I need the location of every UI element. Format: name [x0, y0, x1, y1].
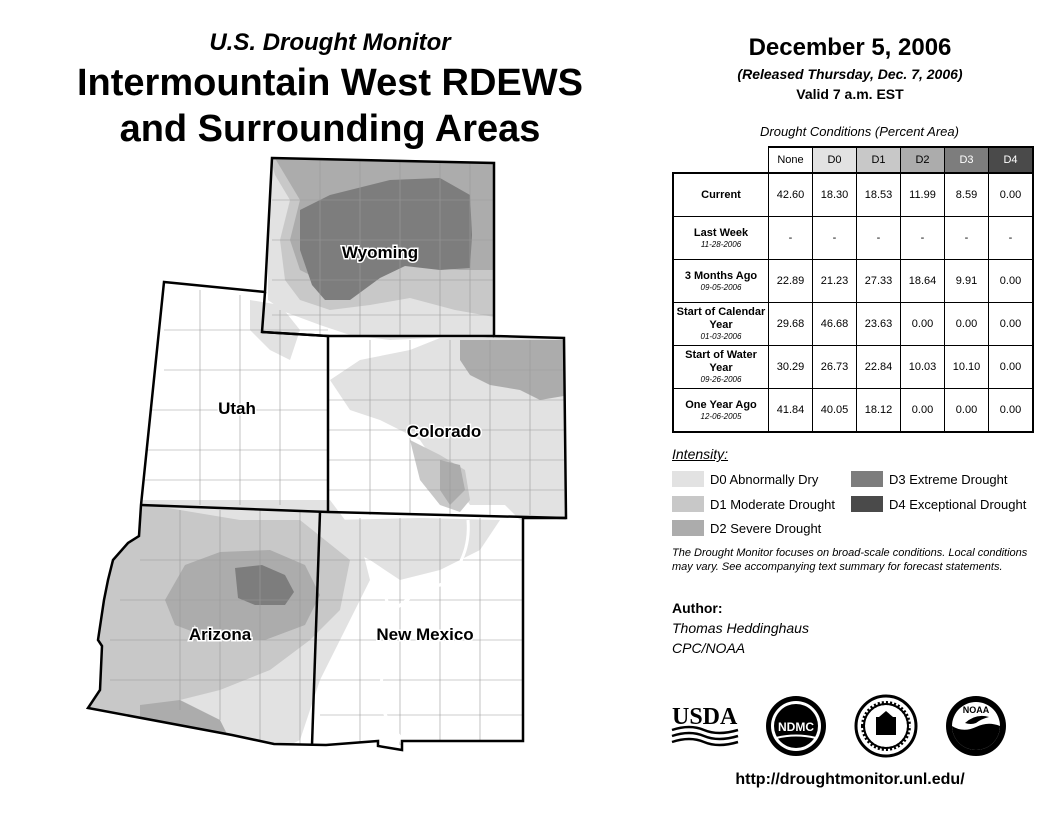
ndmc-logo [763, 693, 829, 759]
legend-label-d1: D1 Moderate Drought [710, 496, 836, 512]
table-cell: 0.00 [901, 389, 945, 433]
table-row [673, 260, 1033, 303]
col-header-none: None [769, 147, 813, 173]
table-cell: - [945, 217, 989, 260]
legend-label-d2: D2 Severe Drought [710, 520, 822, 536]
table-cell: - [769, 217, 813, 260]
table-cell: 0.00 [989, 346, 1034, 389]
table-cell: 22.89 [769, 260, 813, 303]
author-org: CPC/NOAA [672, 640, 746, 656]
row-label: Start of Water Year 09-26-2006 [673, 346, 769, 389]
state-label-arizona: Arizona [188, 625, 252, 644]
legend-swatch-d1 [672, 496, 704, 512]
table-cell: 46.68 [813, 303, 857, 346]
table-caption: Drought Conditions (Percent Area) [760, 124, 959, 139]
state-label-utah: Utah [218, 399, 256, 418]
legend-swatch-d2 [672, 520, 704, 536]
usda-logo [670, 700, 740, 750]
state-label-wyoming: Wyoming [341, 243, 419, 262]
map-date: December 5, 2006 [748, 34, 952, 61]
table-cell: 18.53 [857, 173, 901, 217]
noaa-logo [943, 693, 1009, 759]
table-cell: 10.10 [945, 346, 989, 389]
legend-item-d0 [672, 471, 818, 487]
website-url[interactable]: http://droughtmonitor.unl.edu/ [735, 771, 965, 788]
table-cell: 9.91 [945, 260, 989, 303]
svg-text:NDMC: NDMC [778, 720, 814, 734]
legend-swatch-d4 [851, 496, 883, 512]
col-header-d2: D2 [901, 147, 945, 173]
table-cell: - [989, 217, 1034, 260]
table-row [673, 346, 1033, 389]
legend-swatch-d0 [672, 471, 704, 487]
table-cell: 0.00 [989, 260, 1034, 303]
drought-conditions-table [672, 146, 1034, 433]
table-cell: 26.73 [813, 346, 857, 389]
row-label: Start of Calendar Year 01-03-2006 [673, 303, 769, 346]
col-header-d1: D1 [857, 147, 901, 173]
row-label: 3 Months Ago 09-05-2006 [673, 260, 769, 303]
table-cell: 40.05 [813, 389, 857, 433]
table-cell: - [857, 217, 901, 260]
state-label-new-mexico: New Mexico [376, 625, 474, 644]
svg-text:USDA: USDA [672, 704, 738, 730]
map-title-line-2: and Surrounding Areas [119, 108, 541, 150]
table-cell: - [813, 217, 857, 260]
table-cell: 27.33 [857, 260, 901, 303]
table-row [673, 217, 1033, 260]
legend-label-d3: D3 Extreme Drought [889, 471, 1008, 487]
legend-item-d3 [851, 471, 1008, 487]
table-cell: 23.63 [857, 303, 901, 346]
table-cell: 8.59 [945, 173, 989, 217]
release-date: (Released Thursday, Dec. 7, 2006) [737, 66, 963, 82]
table-cell: 0.00 [945, 303, 989, 346]
table-cell: 21.23 [813, 260, 857, 303]
table-cell: 22.84 [857, 346, 901, 389]
col-header-d4: D4 [989, 147, 1034, 173]
map-title-line-1: Intermountain West RDEWS [77, 62, 583, 104]
table-row [673, 173, 1033, 217]
table-cell: 0.00 [945, 389, 989, 433]
map-subtitle: U.S. Drought Monitor [209, 29, 451, 56]
table-cell: 0.00 [989, 389, 1034, 433]
state-label-colorado: Colorado [406, 422, 482, 441]
author-label: Author: [672, 600, 723, 616]
table-row [673, 303, 1033, 346]
commerce-seal-logo [853, 693, 919, 759]
legend-item-d2 [672, 520, 821, 536]
legend-item-d4 [851, 496, 1026, 512]
row-label: Last Week 11-28-2006 [673, 217, 769, 260]
col-header-d0: D0 [813, 147, 857, 173]
row-label: Current [673, 173, 769, 217]
legend-item-d1 [672, 496, 835, 512]
legend-label-d0: D0 Abnormally Dry [710, 471, 819, 487]
table-cell: - [901, 217, 945, 260]
table-cell: 30.29 [769, 346, 813, 389]
table-cell: 42.60 [769, 173, 813, 217]
release-info [680, 32, 1020, 104]
table-header-row [673, 147, 1033, 173]
table-cell: 41.84 [769, 389, 813, 433]
table-cell: 29.68 [769, 303, 813, 346]
author-name: Thomas Heddinghaus [672, 620, 809, 636]
table-cell: 0.00 [901, 303, 945, 346]
row-label: One Year Ago 12-06-2005 [673, 389, 769, 433]
svg-text:NOAA: NOAA [962, 705, 990, 715]
table-cell: 10.03 [901, 346, 945, 389]
col-header-d3: D3 [945, 147, 989, 173]
legend-swatch-d3 [851, 471, 883, 487]
legend-label-d4: D4 Exceptional Drought [889, 496, 1027, 512]
table-row [673, 389, 1033, 433]
table-cell: 18.30 [813, 173, 857, 217]
table-cell: 11.99 [901, 173, 945, 217]
table-cell: 0.00 [989, 303, 1034, 346]
table-cell: 0.00 [989, 173, 1034, 217]
disclaimer-note: The Drought Monitor focuses on broad-scale conditions. Local conditions may vary. See accompanying text summary for forecast statements. [672, 547, 1028, 573]
table-cell: 18.12 [857, 389, 901, 433]
table-cell: 18.64 [901, 260, 945, 303]
legend-title: Intensity: [672, 446, 729, 462]
valid-time: Valid 7 a.m. EST [796, 86, 904, 102]
